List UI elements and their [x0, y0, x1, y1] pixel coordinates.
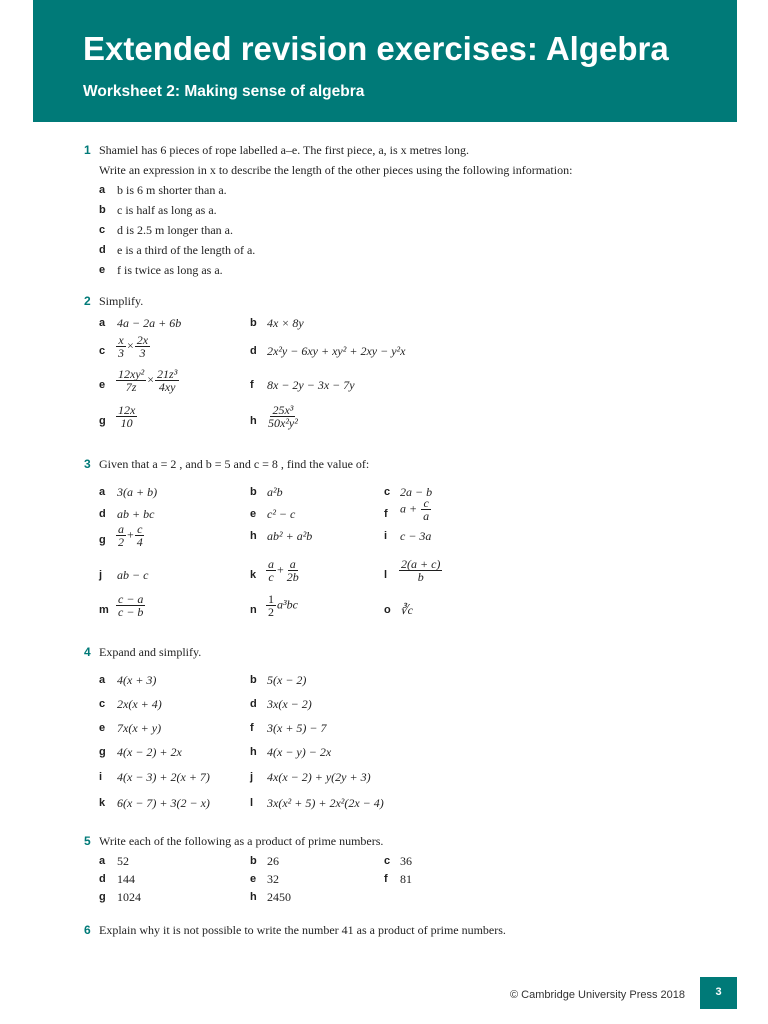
question-text: Given that a = 2 , and b = 5 and c = 8 , find the value of: — [99, 457, 370, 471]
part-label: g — [99, 534, 106, 546]
header-banner — [33, 0, 737, 122]
fraction: $\frac{2(a + c)}{b}$ — [401, 557, 441, 584]
part-value: 32 — [267, 872, 279, 886]
part-expression: ∛c — [400, 603, 413, 617]
part-expression: 3(x + 5) − 7 — [267, 721, 327, 735]
question-text: Simplify. — [99, 294, 144, 308]
part-expression: 4(x − 3) + 2(x + 7) — [117, 770, 210, 784]
part-label: f — [384, 508, 388, 520]
part-label: g — [99, 415, 106, 427]
fraction: $\frac{1}{2}$ — [268, 592, 274, 619]
part-expression: 5(x − 2) — [267, 673, 307, 687]
part-label: k — [250, 569, 257, 581]
part-label: c — [384, 855, 391, 867]
part-expression: 7x(x + y) — [117, 721, 162, 735]
part-label: e — [99, 379, 106, 391]
question-number: 4 — [84, 645, 91, 659]
part-value: 2450 — [267, 890, 291, 904]
part-label: e — [250, 508, 257, 520]
part-expression: ab − c — [117, 568, 149, 582]
part-expression: 3x(x − 2) — [267, 697, 312, 711]
part-expression: 3x(x² + 5) + 2x²(2x − 4) — [267, 796, 384, 810]
part-expression: 4a − 2a + 6b — [117, 316, 182, 330]
part-text: c is half as long as a. — [117, 203, 217, 217]
part-label: f — [250, 379, 254, 391]
fraction: $\frac{2x}{3}$ — [136, 333, 149, 360]
part-label: e — [99, 722, 106, 734]
part-expression: 4x(x − 2) + y(2y + 3) — [267, 770, 371, 784]
part-expression: $\frac{x}{3}$ × $\frac{2x}{3}$ — [118, 333, 149, 360]
part-expression: $\frac{a}{2}$ + $\frac{c}{4}$ — [118, 522, 143, 549]
fraction: $\frac{a}{2}$ — [118, 522, 124, 549]
part-label: h — [250, 746, 257, 758]
question-number: 3 — [84, 457, 91, 471]
fraction: $\frac{x}{3}$ — [118, 333, 124, 360]
part-value: 144 — [117, 872, 135, 886]
part-expression: 8x − 2y − 3x − 7y — [267, 378, 355, 392]
page-title: Extended revision exercises: Algebra — [83, 30, 669, 67]
part-label: h — [250, 415, 257, 427]
part-text: e is a third of the length of a. — [117, 243, 256, 257]
part-value: 36 — [400, 854, 412, 868]
part-expression: $\frac{a}{c}$ + $\frac{a}{2b}$ — [268, 557, 299, 584]
page-number-box — [700, 977, 737, 1009]
part-label: c — [99, 345, 106, 357]
fraction: $\frac{c}{4}$ — [136, 522, 143, 549]
question-text: Shamiel has 6 pieces of rope labelled a–e. The first piece, a, is x metres long. — [99, 143, 469, 157]
part-label: o — [384, 604, 391, 616]
fraction: $\frac{c - a}{c - b}$ — [118, 592, 144, 619]
fraction: $\frac{a}{2b}$ — [286, 557, 299, 584]
part-label: a — [99, 184, 106, 196]
part-expression: c² − c — [267, 507, 296, 521]
part-label: c — [384, 486, 391, 498]
part-expression: 4(x + 3) — [117, 673, 157, 687]
fraction: $\frac{c}{a}$ — [423, 496, 430, 523]
part-expression — [398, 558, 443, 583]
part-label: a — [99, 486, 106, 498]
part-label: a — [99, 674, 106, 686]
question-text: Write each of the following as a product of prime numbers. — [99, 834, 384, 848]
part-label: j — [99, 569, 103, 581]
part-label: n — [250, 604, 257, 616]
part-label: f — [250, 722, 254, 734]
part-expression: 2x²y − 6xy + xy² + 2xy − y²x — [267, 344, 406, 358]
part-label: l — [384, 569, 388, 581]
part-label: b — [250, 855, 257, 867]
question-text: Explain why it is not possible to write the number 41 as a product of prime numbers. — [99, 923, 506, 937]
part-expression: 4(x − 2) + 2x — [117, 745, 182, 759]
part-label: l — [250, 797, 254, 809]
question-number: 1 — [84, 143, 91, 157]
part-expression: 4(x − y) − 2x — [267, 745, 332, 759]
copyright-notice: © Cambridge University Press 2018 — [510, 989, 686, 1001]
part-label: i — [384, 530, 388, 542]
part-label: m — [99, 604, 109, 616]
part-expression: ab² + a²b — [267, 529, 313, 543]
part-label: b — [250, 674, 257, 686]
part-label: b — [250, 486, 257, 498]
part-expression: 3(a + b) — [117, 485, 158, 499]
part-label: b — [250, 317, 257, 329]
part-text: b is 6 m shorter than a. — [117, 183, 227, 197]
part-label: j — [250, 771, 254, 783]
question-number: 6 — [84, 923, 91, 937]
question-text: Write an expression in x to describe the length of the other pieces using the following information: — [99, 163, 573, 177]
part-expression: c − 3a — [400, 529, 432, 543]
part-label: d — [99, 244, 106, 256]
part-label: a — [99, 855, 106, 867]
part-value: 52 — [117, 854, 129, 868]
part-expression: a + $\frac{c}{a}$ — [400, 496, 430, 523]
page-number: 3 — [715, 986, 722, 998]
part-label: d — [250, 698, 257, 710]
part-value: 26 — [267, 854, 279, 868]
question-number: 2 — [84, 294, 91, 308]
part-expression: 4x × 8y — [267, 316, 304, 330]
part-value: 1024 — [117, 890, 141, 904]
fraction: $\frac{12x}{10}$ — [118, 403, 136, 430]
part-label: e — [250, 873, 257, 885]
part-expression: a²b — [267, 485, 283, 499]
part-expression: $\frac{\text{12xy²}}{7z}$ × $\frac{\text{21z³}}{4xy}$ — [118, 367, 178, 394]
part-expression: 6(x − 7) + 3(2 − x) — [117, 796, 210, 810]
part-label: h — [250, 891, 257, 903]
part-expression — [265, 404, 301, 429]
part-label: h — [250, 530, 257, 542]
part-label: e — [99, 264, 106, 276]
fraction: $\frac{\text{12xy²}}{7z}$ — [118, 367, 145, 394]
part-label: a — [99, 317, 106, 329]
part-label: d — [250, 345, 257, 357]
part-expression: ab + bc — [117, 507, 155, 521]
part-text: f is twice as long as a. — [117, 263, 223, 277]
part-expression — [115, 593, 146, 618]
part-value: 81 — [400, 872, 412, 886]
part-label: c — [99, 224, 106, 236]
question-number: 5 — [84, 834, 91, 848]
part-label: d — [99, 873, 106, 885]
part-expression: 2a − b — [400, 485, 433, 499]
part-label: d — [99, 508, 106, 520]
fraction: $\frac{\text{21z³}}{4xy}$ — [157, 367, 178, 394]
part-label: b — [99, 204, 106, 216]
part-label: i — [99, 771, 103, 783]
part-text: d is 2.5 m longer than a. — [117, 223, 233, 237]
part-expression: $\frac{1}{2}$ a³bc — [268, 592, 298, 619]
part-label: g — [99, 746, 106, 758]
page-subtitle: Worksheet 2: Making sense of algebra — [83, 83, 365, 100]
part-expression — [115, 404, 138, 429]
part-expression: 2x(x + 4) — [117, 697, 162, 711]
part-label: c — [99, 698, 106, 710]
question-text: Expand and simplify. — [99, 645, 202, 659]
part-label: g — [99, 891, 106, 903]
part-label: k — [99, 797, 106, 809]
fraction: $\frac{a}{c}$ — [268, 557, 274, 584]
part-label: f — [384, 873, 388, 885]
fraction: $\frac{\text{25x³}}{\text{50x²y²}}$ — [268, 403, 298, 430]
